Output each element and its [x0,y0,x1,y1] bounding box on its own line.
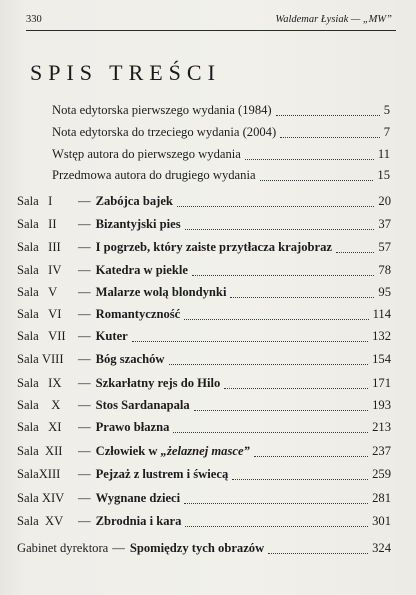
entry-label: Romantyczność [95,307,181,321]
entry-label: Wstęp autora do pierwszego wydania [52,147,241,161]
dot-leader [185,229,375,230]
room-prefix: Sala IV [17,263,62,277]
entry-page: 15 [377,168,390,182]
room-prefix: Sala VIII [17,352,64,366]
entry-page: 154 [372,352,391,366]
toc-entry: Sala VI — Romantyczność 114 [17,307,391,321]
entry-page: 5 [383,103,390,117]
toc-entry [52,103,390,119]
entry-page: 11 [377,147,390,161]
room-prefix: SalaXIII [17,467,61,481]
dot-leader [184,503,368,504]
toc-entry: Sala V — Malarze wolą blondynki 95 [17,285,391,299]
dot-leader [245,159,374,160]
toc-entry: SalaXIII — Pejzaż z lustrem i świecą 259 [17,467,391,481]
toc-title: SPIS TREŚCI [30,60,221,85]
header-rule [26,30,396,31]
toc-entry [52,125,390,141]
dot-leader [132,341,368,342]
entry-page: 193 [372,398,391,412]
entry-page: 95 [378,285,391,299]
room-prefix: Sala I [17,194,53,208]
entry-label: Zabójca bajek [95,194,173,208]
dot-leader [232,479,368,480]
dot-leader [280,137,380,138]
toc-entry: Sala IV — Katedra w piekle 78 [17,263,391,277]
entry-label: I pogrzeb, który zaiste przytłacza krajobraz [95,240,333,254]
dot-leader [276,115,380,116]
dot-leader [185,526,368,527]
entry-page: 78 [378,263,391,277]
entry-page: 237 [372,444,391,458]
entry-page: 213 [372,420,391,434]
toc-entry: Sala XI — Prawo błazna 213 [17,420,391,434]
toc-entry: Sala I — Zabójca bajek 20 [17,194,391,208]
entry-label: Nota edytorska pierwszego wydania (1984) [52,103,272,117]
entry-page: 20 [378,194,391,208]
entry-label: Bizantyjski pies [95,217,181,231]
toc-entry: Sala VII — Kuter 132 [17,329,391,343]
running-title: Waldemar Łysiak — „MW” [275,14,392,25]
dot-leader [177,206,374,207]
toc-entry: Sala X — Stos Sardanapala 193 [17,398,391,412]
toc-entry [52,147,390,163]
entry-page: 57 [378,240,391,254]
dot-leader [230,297,374,298]
toc-entry: Sala VIII — Bóg szachów 154 [17,352,391,366]
entry-page: 281 [372,491,391,505]
toc-entry: Sala III — I pogrzeb, który zaiste przytłacza krajobraz 57 [17,240,391,254]
entry-label: Kuter [95,329,128,343]
entry-label: Zbrodnia i kara [95,514,182,528]
entry-label: Katedra w piekle [95,263,188,277]
italic-title: „żelaznej masce” [160,444,250,458]
entry-label: Malarze wolą blondynki [95,285,227,299]
entry-page: 301 [372,514,391,528]
toc-entry: Sala XIV — Wygnane dzieci 281 [17,491,391,505]
dot-leader [173,432,368,433]
room-prefix: Sala VI [17,307,62,321]
entry-label: Stos Sardanapala [95,398,190,412]
entry-label: Pejzaż z lustrem i świecą [95,467,229,481]
entry-page: 37 [378,217,391,231]
toc-entry: Sala II — Bizantyjski pies 37 [17,217,391,231]
room-prefix: Gabinet dyrektora [17,541,109,555]
room-prefix: Sala XIV [17,491,65,505]
dot-leader [192,275,374,276]
entry-page: 259 [372,467,391,481]
dot-leader [260,180,374,181]
entry-page: 324 [372,541,391,555]
entry-label: Prawo błazna [95,420,170,434]
dot-leader [194,410,368,411]
entry-page: 7 [383,125,390,139]
dot-leader [336,252,374,253]
entry-page: 114 [372,307,391,321]
page-number: 330 [26,14,42,25]
toc-entry [52,168,390,184]
room-prefix: Sala III [17,240,61,254]
room-prefix: Sala V [17,285,58,299]
room-prefix: Sala IX [17,376,62,390]
entry-page: 132 [372,329,391,343]
toc-entry: Sala IX — Szkarłatny rejs do Hilo 171 [17,376,391,390]
entry-label: Szkarłatny rejs do Hilo [95,376,221,390]
toc-entry: Sala XII — Człowiek w „żelaznej masce” 237 [17,444,391,458]
dot-leader [169,364,369,365]
entry-label: Przedmowa autora do drugiego wydania [52,168,256,182]
room-prefix: Sala X [17,398,61,412]
entry-label: Człowiek w „żelaznej masce” [95,444,250,458]
dot-leader [254,456,368,457]
entry-label: Wygnane dzieci [95,491,181,505]
room-prefix: Sala II [17,217,57,231]
page-header [26,12,392,28]
dot-leader [268,553,368,554]
entry-page: 171 [372,376,391,390]
dot-leader [224,388,368,389]
toc-entry: Gabinet dyrektora — Spomiędzy tych obrazów 324 [17,541,391,555]
entry-label: Bóg szachów [95,352,165,366]
entry-label: Spomiędzy tych obrazów [129,541,265,555]
room-prefix: Sala XII [17,444,63,458]
entry-label: Nota edytorska do trzeciego wydania (2004) [52,125,277,139]
room-prefix: Sala XV [17,514,64,528]
dot-leader [184,319,368,320]
room-prefix: Sala XI [17,420,62,434]
room-prefix: Sala VII [17,329,66,343]
toc-entry: Sala XV — Zbrodnia i kara 301 [17,514,391,528]
